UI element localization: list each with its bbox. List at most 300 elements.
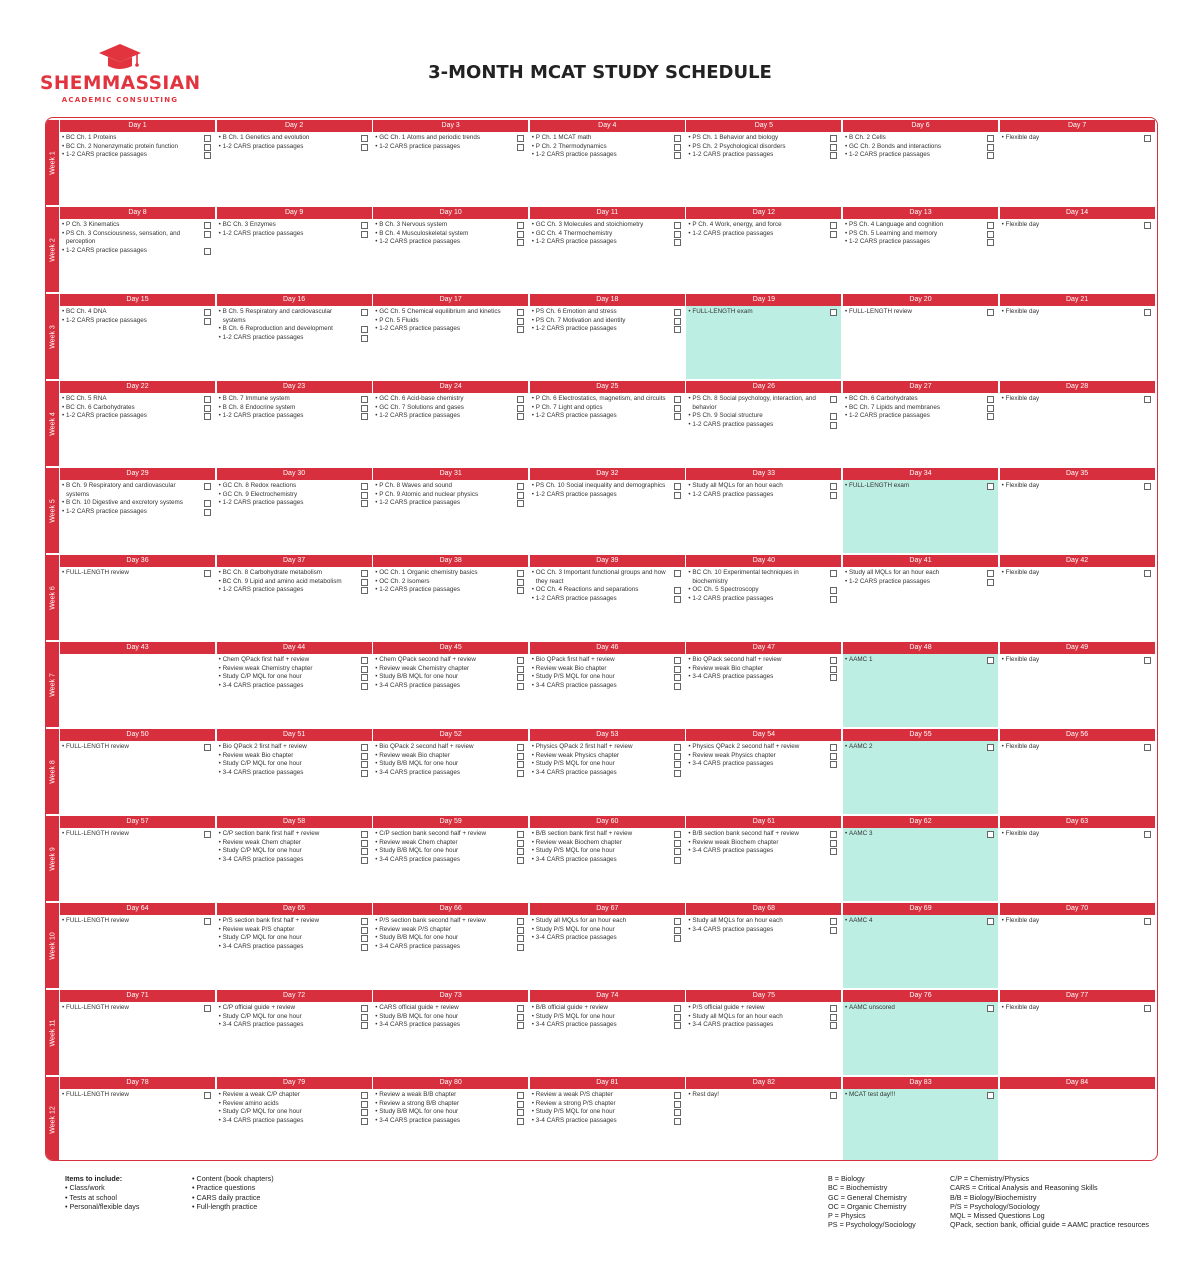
day-header: Day 36 — [60, 555, 215, 567]
task-checkbox[interactable] — [361, 413, 368, 420]
task-item — [60, 1091, 215, 1100]
task-checkbox[interactable] — [361, 1118, 368, 1125]
day-header: Day 68 — [686, 903, 841, 915]
task-checkbox[interactable] — [987, 579, 994, 586]
task-checkbox[interactable] — [361, 396, 368, 403]
task-checkbox[interactable] — [1144, 1005, 1151, 1012]
task-list — [530, 480, 685, 499]
task-checkbox[interactable] — [361, 326, 368, 333]
task-checkbox[interactable] — [987, 396, 994, 403]
task-item — [217, 1117, 372, 1126]
task-checkbox[interactable] — [830, 927, 837, 934]
task-checkbox[interactable] — [361, 587, 368, 594]
task-checkbox[interactable] — [361, 222, 368, 229]
task-item — [686, 839, 841, 848]
task-checkbox[interactable] — [987, 744, 994, 751]
task-checkbox[interactable] — [987, 918, 994, 925]
task-checkbox[interactable] — [830, 309, 837, 316]
task-checkbox[interactable] — [361, 770, 368, 777]
task-checkbox[interactable] — [1144, 135, 1151, 142]
task-checkbox[interactable] — [361, 683, 368, 690]
task-list — [60, 654, 215, 656]
task-text: C/P official guide + review — [222, 1004, 295, 1011]
task-checkbox[interactable] — [830, 222, 837, 229]
task-checkbox[interactable] — [987, 483, 994, 490]
task-checkbox[interactable] — [674, 683, 681, 690]
task-checkbox[interactable] — [517, 396, 524, 403]
task-checkbox[interactable] — [830, 1092, 837, 1099]
task-item — [373, 926, 528, 935]
task-list — [60, 393, 215, 421]
task-checkbox[interactable] — [517, 579, 524, 586]
day-header: Day 5 — [686, 120, 841, 132]
task-checkbox[interactable] — [517, 318, 524, 325]
bullet-icon: • — [845, 577, 848, 585]
task-checkbox[interactable] — [517, 492, 524, 499]
bullet-icon: • — [375, 142, 378, 150]
task-checkbox[interactable] — [674, 657, 681, 664]
task-checkbox[interactable] — [204, 413, 211, 420]
task-checkbox[interactable] — [361, 935, 368, 942]
task-item — [60, 230, 215, 247]
task-text: 1-2 CARS practice passages — [379, 325, 461, 332]
bullet-icon: • — [62, 743, 65, 750]
bullet-icon: • — [218, 925, 221, 933]
task-checkbox[interactable] — [361, 753, 368, 760]
task-checkbox[interactable] — [1144, 744, 1151, 751]
task-list — [1000, 828, 1155, 839]
task-checkbox[interactable] — [517, 483, 524, 490]
day-cell — [843, 816, 998, 901]
task-item — [530, 325, 685, 334]
week-label-text: Week 12 — [49, 1105, 56, 1134]
task-checkbox[interactable] — [1144, 222, 1151, 229]
week-label — [46, 903, 59, 988]
task-checkbox[interactable] — [674, 413, 681, 420]
task-checkbox[interactable] — [517, 231, 524, 238]
task-checkbox[interactable] — [361, 944, 368, 951]
bullet-icon: • — [218, 569, 221, 576]
task-checkbox[interactable] — [674, 753, 681, 760]
task-checkbox[interactable] — [674, 492, 681, 499]
task-checkbox[interactable] — [674, 666, 681, 673]
task-checkbox[interactable] — [517, 587, 524, 594]
task-checkbox[interactable] — [674, 570, 681, 577]
task-item — [686, 421, 841, 430]
task-checkbox[interactable] — [517, 144, 524, 151]
day-header: Day 15 — [60, 294, 215, 306]
day-header: Day 51 — [217, 729, 372, 741]
legend-entry — [950, 1211, 1149, 1220]
task-checkbox[interactable] — [830, 144, 837, 151]
task-text: 3-4 CARS practice passages — [535, 1021, 617, 1028]
task-text: Review weak Chemistry chapter — [379, 664, 470, 672]
day-cell — [843, 120, 998, 205]
task-checkbox[interactable] — [517, 857, 524, 864]
task-item — [1000, 743, 1155, 752]
task-checkbox[interactable] — [674, 840, 681, 847]
task-text: B Ch. 1 Genetics and evolution — [222, 134, 310, 141]
bullet-icon: • — [375, 221, 378, 228]
bullet-icon: • — [375, 768, 378, 776]
task-checkbox[interactable] — [361, 1005, 368, 1012]
task-checkbox[interactable] — [361, 1092, 368, 1099]
task-checkbox[interactable] — [361, 761, 368, 768]
task-checkbox[interactable] — [987, 135, 994, 142]
task-checkbox[interactable] — [674, 318, 681, 325]
task-checkbox[interactable] — [830, 231, 837, 238]
task-checkbox[interactable] — [517, 753, 524, 760]
task-checkbox[interactable] — [204, 483, 211, 490]
task-checkbox[interactable] — [361, 1109, 368, 1116]
day-cell — [373, 642, 528, 727]
task-list — [373, 306, 528, 334]
task-checkbox[interactable] — [987, 152, 994, 159]
task-checkbox[interactable] — [987, 831, 994, 838]
task-item — [217, 586, 372, 595]
task-checkbox[interactable] — [987, 405, 994, 412]
task-checkbox[interactable] — [204, 152, 211, 159]
task-checkbox[interactable] — [830, 848, 837, 855]
task-checkbox[interactable] — [674, 309, 681, 316]
task-checkbox[interactable] — [517, 744, 524, 751]
task-checkbox[interactable] — [517, 222, 524, 229]
task-text: C/P section bank second half + review — [379, 830, 487, 837]
task-checkbox[interactable] — [674, 231, 681, 238]
task-item — [686, 752, 841, 761]
task-checkbox[interactable] — [361, 309, 368, 316]
task-checkbox[interactable] — [830, 657, 837, 664]
task-checkbox[interactable] — [517, 761, 524, 768]
task-checkbox[interactable] — [361, 135, 368, 142]
task-checkbox[interactable] — [361, 744, 368, 751]
task-checkbox[interactable] — [204, 1092, 211, 1099]
task-checkbox[interactable] — [830, 1014, 837, 1021]
bullet-icon: • — [375, 830, 378, 837]
task-checkbox[interactable] — [674, 483, 681, 490]
task-checkbox[interactable] — [674, 396, 681, 403]
task-checkbox[interactable] — [361, 579, 368, 586]
bullet-icon: • — [531, 142, 535, 150]
task-checkbox[interactable] — [517, 135, 524, 142]
task-item — [60, 317, 215, 326]
task-checkbox[interactable] — [674, 935, 681, 942]
task-checkbox[interactable] — [517, 666, 524, 673]
task-checkbox[interactable] — [987, 1092, 994, 1099]
task-checkbox[interactable] — [204, 831, 211, 838]
task-checkbox[interactable] — [517, 935, 524, 942]
task-text: Study P/S MQL for one hour — [535, 847, 615, 854]
task-checkbox[interactable] — [517, 927, 524, 934]
task-checkbox[interactable] — [204, 1005, 211, 1012]
task-checkbox[interactable] — [830, 1005, 837, 1012]
task-checkbox[interactable] — [987, 144, 994, 151]
task-checkbox[interactable] — [517, 657, 524, 664]
task-checkbox[interactable] — [517, 1022, 524, 1029]
task-item — [217, 134, 372, 143]
task-text: PS Ch. 2 Psychological disorders — [692, 142, 786, 150]
task-checkbox[interactable] — [830, 761, 837, 768]
day-cell — [686, 207, 841, 292]
task-checkbox[interactable] — [204, 570, 211, 577]
day-cell — [686, 468, 841, 553]
task-item — [373, 230, 528, 239]
task-item — [60, 508, 215, 517]
task-checkbox[interactable] — [674, 1101, 681, 1108]
task-text: Flexible day — [1005, 134, 1040, 141]
task-item — [217, 943, 372, 952]
bullet-icon: • — [375, 917, 378, 924]
day-header: Day 77 — [1000, 990, 1155, 1002]
task-checkbox[interactable] — [674, 1014, 681, 1021]
task-checkbox[interactable] — [674, 405, 681, 412]
task-item — [530, 769, 685, 778]
task-checkbox[interactable] — [830, 831, 837, 838]
task-checkbox[interactable] — [674, 222, 681, 229]
task-item — [373, 743, 528, 752]
task-checkbox[interactable] — [361, 492, 368, 499]
task-checkbox[interactable] — [674, 1005, 681, 1012]
task-checkbox[interactable] — [361, 666, 368, 673]
task-list — [530, 828, 685, 864]
task-checkbox[interactable] — [204, 318, 211, 325]
task-checkbox[interactable] — [517, 1092, 524, 1099]
task-checkbox[interactable] — [830, 666, 837, 673]
task-checkbox[interactable] — [517, 413, 524, 420]
task-checkbox[interactable] — [517, 831, 524, 838]
task-checkbox[interactable] — [517, 1005, 524, 1012]
task-checkbox[interactable] — [830, 596, 837, 603]
task-checkbox[interactable] — [1144, 396, 1151, 403]
task-item — [60, 830, 215, 839]
task-text: B Ch. 9 Respiratory and cardiovascular systems — [66, 482, 176, 498]
task-text: Review weak Bio chapter — [692, 664, 764, 672]
task-checkbox[interactable] — [987, 309, 994, 316]
task-checkbox[interactable] — [204, 500, 211, 507]
task-checkbox[interactable] — [517, 239, 524, 246]
task-checkbox[interactable] — [830, 1022, 837, 1029]
task-checkbox[interactable] — [674, 770, 681, 777]
bullet-icon: • — [531, 308, 535, 315]
task-checkbox[interactable] — [517, 944, 524, 951]
task-checkbox[interactable] — [830, 674, 837, 681]
day-header: Day 17 — [373, 294, 528, 306]
day-cell — [1000, 990, 1155, 1075]
task-item — [686, 760, 841, 769]
task-checkbox[interactable] — [361, 840, 368, 847]
task-checkbox[interactable] — [517, 405, 524, 412]
task-checkbox[interactable] — [517, 848, 524, 855]
task-checkbox[interactable] — [361, 570, 368, 577]
task-item — [686, 673, 841, 682]
task-item — [530, 656, 685, 665]
task-checkbox[interactable] — [674, 918, 681, 925]
bullet-icon: • — [688, 151, 691, 158]
task-checkbox[interactable] — [361, 1014, 368, 1021]
task-checkbox[interactable] — [361, 500, 368, 507]
bullet-icon: • — [218, 760, 221, 767]
day-header: Day 64 — [60, 903, 215, 915]
task-checkbox[interactable] — [830, 492, 837, 499]
task-checkbox[interactable] — [204, 744, 211, 751]
task-checkbox[interactable] — [361, 1022, 368, 1029]
task-checkbox[interactable] — [674, 596, 681, 603]
task-checkbox[interactable] — [361, 831, 368, 838]
task-checkbox[interactable] — [517, 918, 524, 925]
task-checkbox[interactable] — [517, 500, 524, 507]
task-checkbox[interactable] — [1144, 570, 1151, 577]
task-checkbox[interactable] — [204, 222, 211, 229]
task-checkbox[interactable] — [987, 657, 994, 664]
task-item — [530, 404, 685, 413]
task-checkbox[interactable] — [830, 422, 837, 429]
task-text: 3-4 CARS practice passages — [379, 1021, 461, 1028]
task-checkbox[interactable] — [517, 326, 524, 333]
task-text: 1-2 CARS practice passages — [379, 499, 461, 506]
task-checkbox[interactable] — [987, 1005, 994, 1012]
task-text: P Ch. 9 Atomic and nuclear physics — [379, 490, 479, 498]
task-checkbox[interactable] — [204, 231, 211, 238]
task-checkbox[interactable] — [830, 587, 837, 594]
page-title: 3-MONTH MCAT STUDY SCHEDULE — [428, 62, 772, 83]
task-item — [217, 325, 372, 334]
task-checkbox[interactable] — [830, 152, 837, 159]
task-checkbox[interactable] — [361, 405, 368, 412]
bullet-icon: • — [192, 1174, 197, 1183]
task-checkbox[interactable] — [830, 413, 837, 420]
day-cell — [217, 729, 372, 814]
task-checkbox[interactable] — [830, 918, 837, 925]
task-checkbox[interactable] — [361, 231, 368, 238]
bullet-icon: • — [688, 1004, 691, 1011]
bullet-icon: • — [1001, 308, 1004, 315]
task-checkbox[interactable] — [204, 509, 211, 516]
bullet-icon: • — [218, 830, 221, 837]
task-checkbox[interactable] — [674, 1022, 681, 1029]
day-header: Day 33 — [686, 468, 841, 480]
task-text: P/S section bank first half + review — [222, 917, 320, 924]
task-text: Study all MQLs for an hour each — [849, 569, 940, 576]
task-checkbox[interactable] — [361, 857, 368, 864]
task-checkbox[interactable] — [674, 1118, 681, 1125]
task-checkbox[interactable] — [830, 570, 837, 577]
day-header: Day 75 — [686, 990, 841, 1002]
task-checkbox[interactable] — [1144, 309, 1151, 316]
bullet-icon: • — [218, 942, 221, 950]
task-checkbox[interactable] — [517, 1109, 524, 1116]
task-checkbox[interactable] — [204, 144, 211, 151]
task-text: Chem QPack second half + review — [379, 656, 476, 663]
task-checkbox[interactable] — [361, 1101, 368, 1108]
task-item — [217, 1100, 372, 1109]
task-list — [843, 654, 998, 665]
task-checkbox[interactable] — [204, 309, 211, 316]
day-header: Day 13 — [843, 207, 998, 219]
task-checkbox[interactable] — [674, 927, 681, 934]
task-item — [60, 743, 215, 752]
task-text: Review weak P/S chapter — [379, 925, 451, 933]
task-checkbox[interactable] — [361, 657, 368, 664]
task-checkbox[interactable] — [1144, 483, 1151, 490]
task-checkbox[interactable] — [674, 831, 681, 838]
task-checkbox[interactable] — [830, 483, 837, 490]
task-checkbox[interactable] — [204, 396, 211, 403]
task-checkbox[interactable] — [830, 135, 837, 142]
task-checkbox[interactable] — [361, 335, 368, 342]
task-checkbox[interactable] — [674, 1092, 681, 1099]
task-item — [373, 917, 528, 926]
task-checkbox[interactable] — [674, 239, 681, 246]
task-checkbox[interactable] — [204, 248, 211, 255]
task-checkbox[interactable] — [987, 239, 994, 246]
task-checkbox[interactable] — [674, 744, 681, 751]
task-list — [843, 915, 998, 926]
task-item — [686, 830, 841, 839]
task-checkbox[interactable] — [517, 674, 524, 681]
task-checkbox[interactable] — [1144, 657, 1151, 664]
task-checkbox[interactable] — [830, 396, 837, 403]
task-checkbox[interactable] — [517, 1014, 524, 1021]
task-checkbox[interactable] — [987, 413, 994, 420]
task-checkbox[interactable] — [830, 744, 837, 751]
task-checkbox[interactable] — [674, 326, 681, 333]
task-checkbox[interactable] — [361, 144, 368, 151]
task-checkbox[interactable] — [361, 927, 368, 934]
task-checkbox[interactable] — [674, 144, 681, 151]
day-cell — [60, 816, 215, 901]
day-header: Day 7 — [1000, 120, 1155, 132]
task-checkbox[interactable] — [204, 135, 211, 142]
task-checkbox[interactable] — [987, 222, 994, 229]
task-checkbox[interactable] — [204, 918, 211, 925]
task-checkbox[interactable] — [674, 761, 681, 768]
task-checkbox[interactable] — [674, 135, 681, 142]
task-checkbox[interactable] — [1144, 918, 1151, 925]
task-checkbox[interactable] — [361, 674, 368, 681]
task-checkbox[interactable] — [517, 1118, 524, 1125]
task-checkbox[interactable] — [830, 753, 837, 760]
task-checkbox[interactable] — [674, 848, 681, 855]
task-checkbox[interactable] — [517, 570, 524, 577]
task-checkbox[interactable] — [517, 840, 524, 847]
task-checkbox[interactable] — [517, 770, 524, 777]
task-checkbox[interactable] — [517, 683, 524, 690]
task-checkbox[interactable] — [674, 857, 681, 864]
task-checkbox[interactable] — [517, 1101, 524, 1108]
task-checkbox[interactable] — [674, 152, 681, 159]
task-checkbox[interactable] — [361, 483, 368, 490]
task-list — [530, 1002, 685, 1030]
task-list — [686, 393, 841, 429]
task-checkbox[interactable] — [987, 570, 994, 577]
task-checkbox[interactable] — [1144, 831, 1151, 838]
task-list — [217, 219, 372, 238]
task-checkbox[interactable] — [517, 309, 524, 316]
task-checkbox[interactable] — [987, 231, 994, 238]
task-checkbox[interactable] — [361, 918, 368, 925]
task-text: 1-2 CARS practice passages — [692, 490, 774, 498]
task-checkbox[interactable] — [361, 848, 368, 855]
task-checkbox[interactable] — [674, 674, 681, 681]
day-cell — [843, 381, 998, 466]
task-item — [373, 665, 528, 674]
task-checkbox[interactable] — [674, 1109, 681, 1116]
task-item — [60, 247, 215, 256]
task-checkbox[interactable] — [204, 405, 211, 412]
task-checkbox[interactable] — [830, 840, 837, 847]
task-checkbox[interactable] — [674, 587, 681, 594]
task-item — [60, 134, 215, 143]
